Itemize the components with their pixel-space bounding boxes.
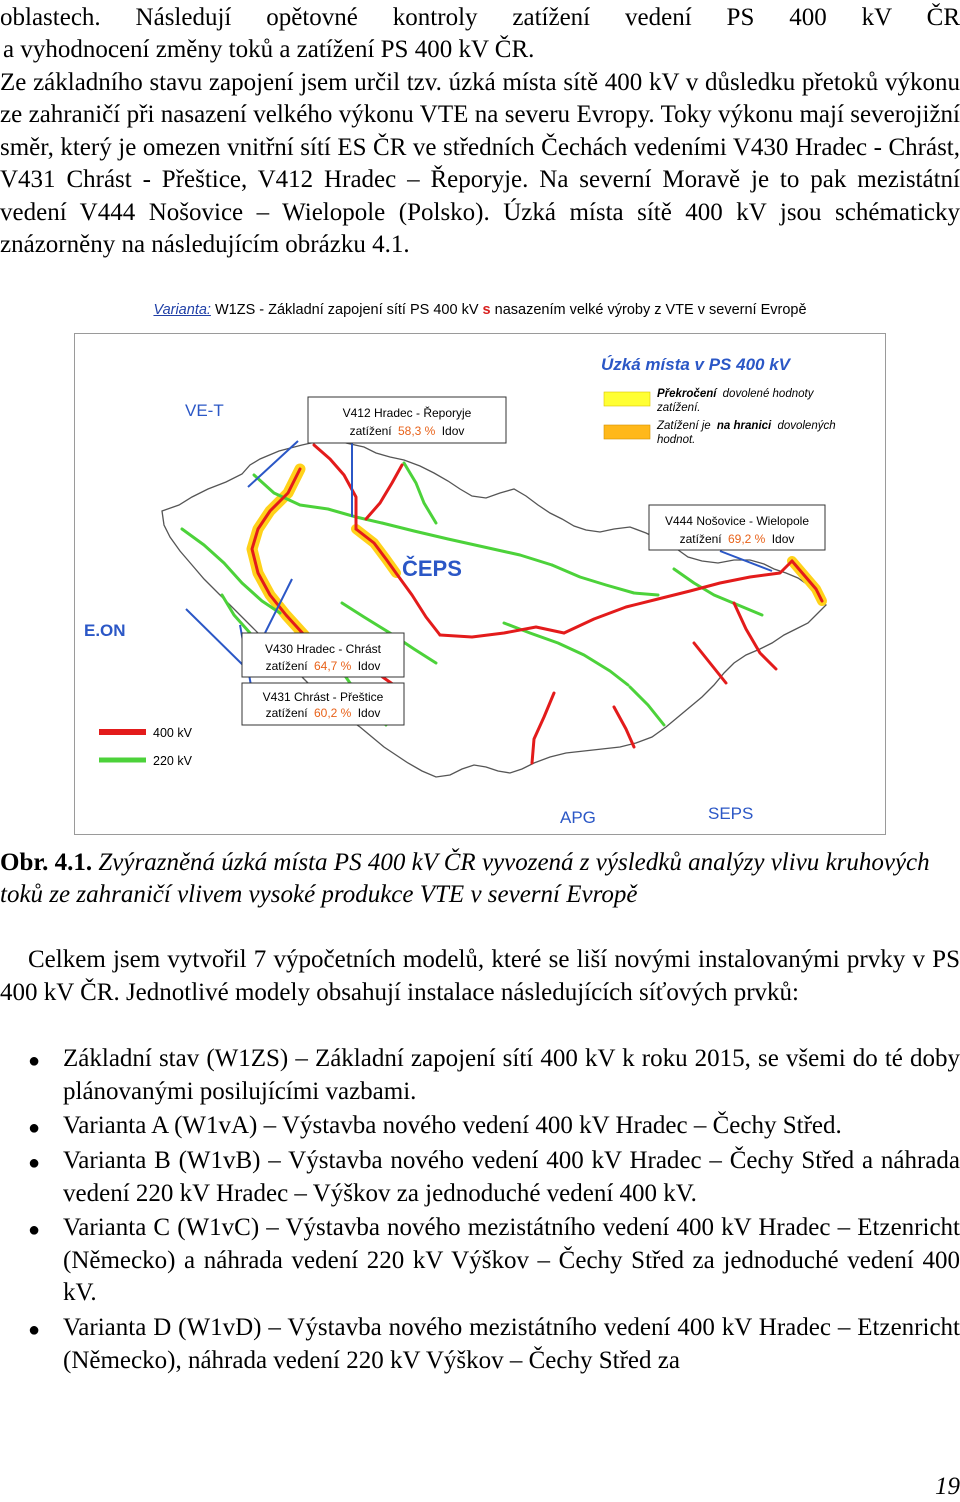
variant-text-after: nasazením velké výroby z VTE v severní Evropě: [494, 302, 807, 318]
intro-paragraph: Ze základního stavu zapojení jsem určil tzv. úzká místa sítě 400 kV v důsledku přetoků výkonu ze zahraničí při nasazení velkého výkonu VTE na severu Evropy. Toky výkonu mají severojižní směr, který je omezen vnitřní sítí ES ČR ve středních Čechách vedeními V430 Hradec - Chrást, V431 Chrást - Přeštice, V412 Hradec – Řeporyje. Na severní Moravě je to pak mezistátní vedení V444 Nošovice – Wielopole (Polsko). Úzká místa sítě 400 kV jsou schématicky znázorněny na následujícím obrázku 4.1.: [0, 69, 960, 259]
svg-text:zatížení 64,7 % Id: zatížení 64,7 % Idov: [265, 659, 381, 673]
svg-text:zatížení 69,2 % Id: zatížení 69,2 % Idov: [679, 532, 795, 546]
svg-text:V444 Nošovice - Wielopole: V444 Nošovice - Wielopole: [664, 514, 810, 528]
box-v412: [308, 397, 506, 443]
legend-limit-line2: hodnot.: [657, 434, 696, 446]
legend-400kv-label: 400 kV: [153, 726, 192, 740]
caption-number: Obr. 4.1.: [0, 849, 93, 876]
svg-text:V431 Chrást - Přeštice: V431 Chrást - Přeštice: [262, 690, 384, 704]
legend-exceeded-line1: Překročení dovolené hodnoty: [657, 388, 814, 400]
svg-text:V430 Hradec - Chrást: V430 Hradec - Chrást: [264, 642, 382, 656]
legend-exceeded-line2: zatížení.: [657, 402, 701, 414]
bullet-dot: ●: [28, 1319, 41, 1341]
intro-line-1: oblastech. Následují opětovné kontroly zatížení vedení PS 400 kV ČR: [0, 4, 960, 31]
legend-swatch-exceeded: [604, 392, 650, 406]
bullet-2: Varianta A (W1vA) – Výstavba nového vedení 400 kV Hradec – Čechy Střed.: [63, 1112, 842, 1139]
legend-220kv-label: 220 kV: [153, 754, 192, 768]
legend-swatch-limit: [604, 425, 650, 439]
bullet-dot: ●: [28, 1152, 41, 1174]
body-paragraph: Celkem jsem vytvořil 7 výpočetních modelů, které se liší novými instalovanými prvky v PS 400 kV ČR. Jednotlivé modely obsahují instalace následujících síťových prvků:: [0, 946, 960, 1006]
box-v430: [242, 633, 404, 677]
bullet-dot: ●: [28, 1219, 41, 1241]
variant-label: Varianta:: [153, 302, 211, 318]
bullet-dot: ●: [28, 1050, 41, 1072]
svg-text:zatížení 58,3 % Id: zatížení 58,3 % Idov: [349, 424, 465, 438]
label-eon: E.ON: [84, 621, 126, 640]
label-seps: SEPS: [708, 804, 754, 823]
intro-line-2: a vyhodnocení změny toků a zatížení PS 400 kV ČR.: [3, 36, 535, 63]
bullet-3: Varianta B (W1vB) – Výstavba nového vedení 400 kV Hradec – Čechy Střed a náhrada vedení 220 kV Hradec – Výškov za jednoduché vedení 400 kV.: [63, 1147, 960, 1207]
variant-s: s: [482, 302, 491, 318]
label-apg: APG: [560, 808, 596, 827]
variant-line: [0, 302, 960, 318]
variant-text-before: W1ZS - Základní zapojení sítí PS 400 kV: [214, 302, 479, 318]
bullet-dot: ●: [28, 1117, 41, 1139]
bullet-1: Základní stav (W1ZS) – Základní zapojení sítí 400 kV k roku 2015, se všemi do té doby plánovanými posilujícími vazbami.: [63, 1045, 960, 1105]
label-ceps: ČEPS: [402, 556, 462, 581]
grid-map-figure: [74, 333, 886, 835]
map-title: Úzká místa v PS 400 kV: [601, 355, 791, 374]
box-v444: [649, 505, 825, 550]
box-v431: [242, 683, 404, 725]
bullet-4: Varianta C (W1vC) – Výstavba nového mezistátního vedení 400 kV Hradec – Etzenricht (Německo) a náhrada vedení 220 kV Výškov – Čechy Střed za jednoduché vedení 400 kV.: [63, 1214, 960, 1306]
legend-limit-line1: Zatížení je na hranici dovolených: [657, 420, 836, 432]
svg-text:V412 Hradec - Řeporyje: V412 Hradec - Řeporyje: [342, 406, 472, 420]
bullet-5: Varianta D (W1vD) – Výstavba nového mezistátního vedení 400 kV Hradec – Etzenricht (Německo), náhrada vedení 220 kV Výškov – Čechy Střed za: [63, 1314, 960, 1374]
figure-caption: [0, 847, 960, 911]
caption-text: Zvýrazněná úzká místa PS 400 kV ČR vyvozená z výsledků analýzy vlivu kruhových toků ze zahraničí vlivem vysoké produkce VTE v severní Evropě: [0, 849, 930, 908]
page-number: 19: [935, 1473, 960, 1500]
svg-text:zatížení 60,2 % Id: zatížení 60,2 % Idov: [265, 706, 381, 720]
label-ve-t: VE-T: [185, 401, 224, 420]
